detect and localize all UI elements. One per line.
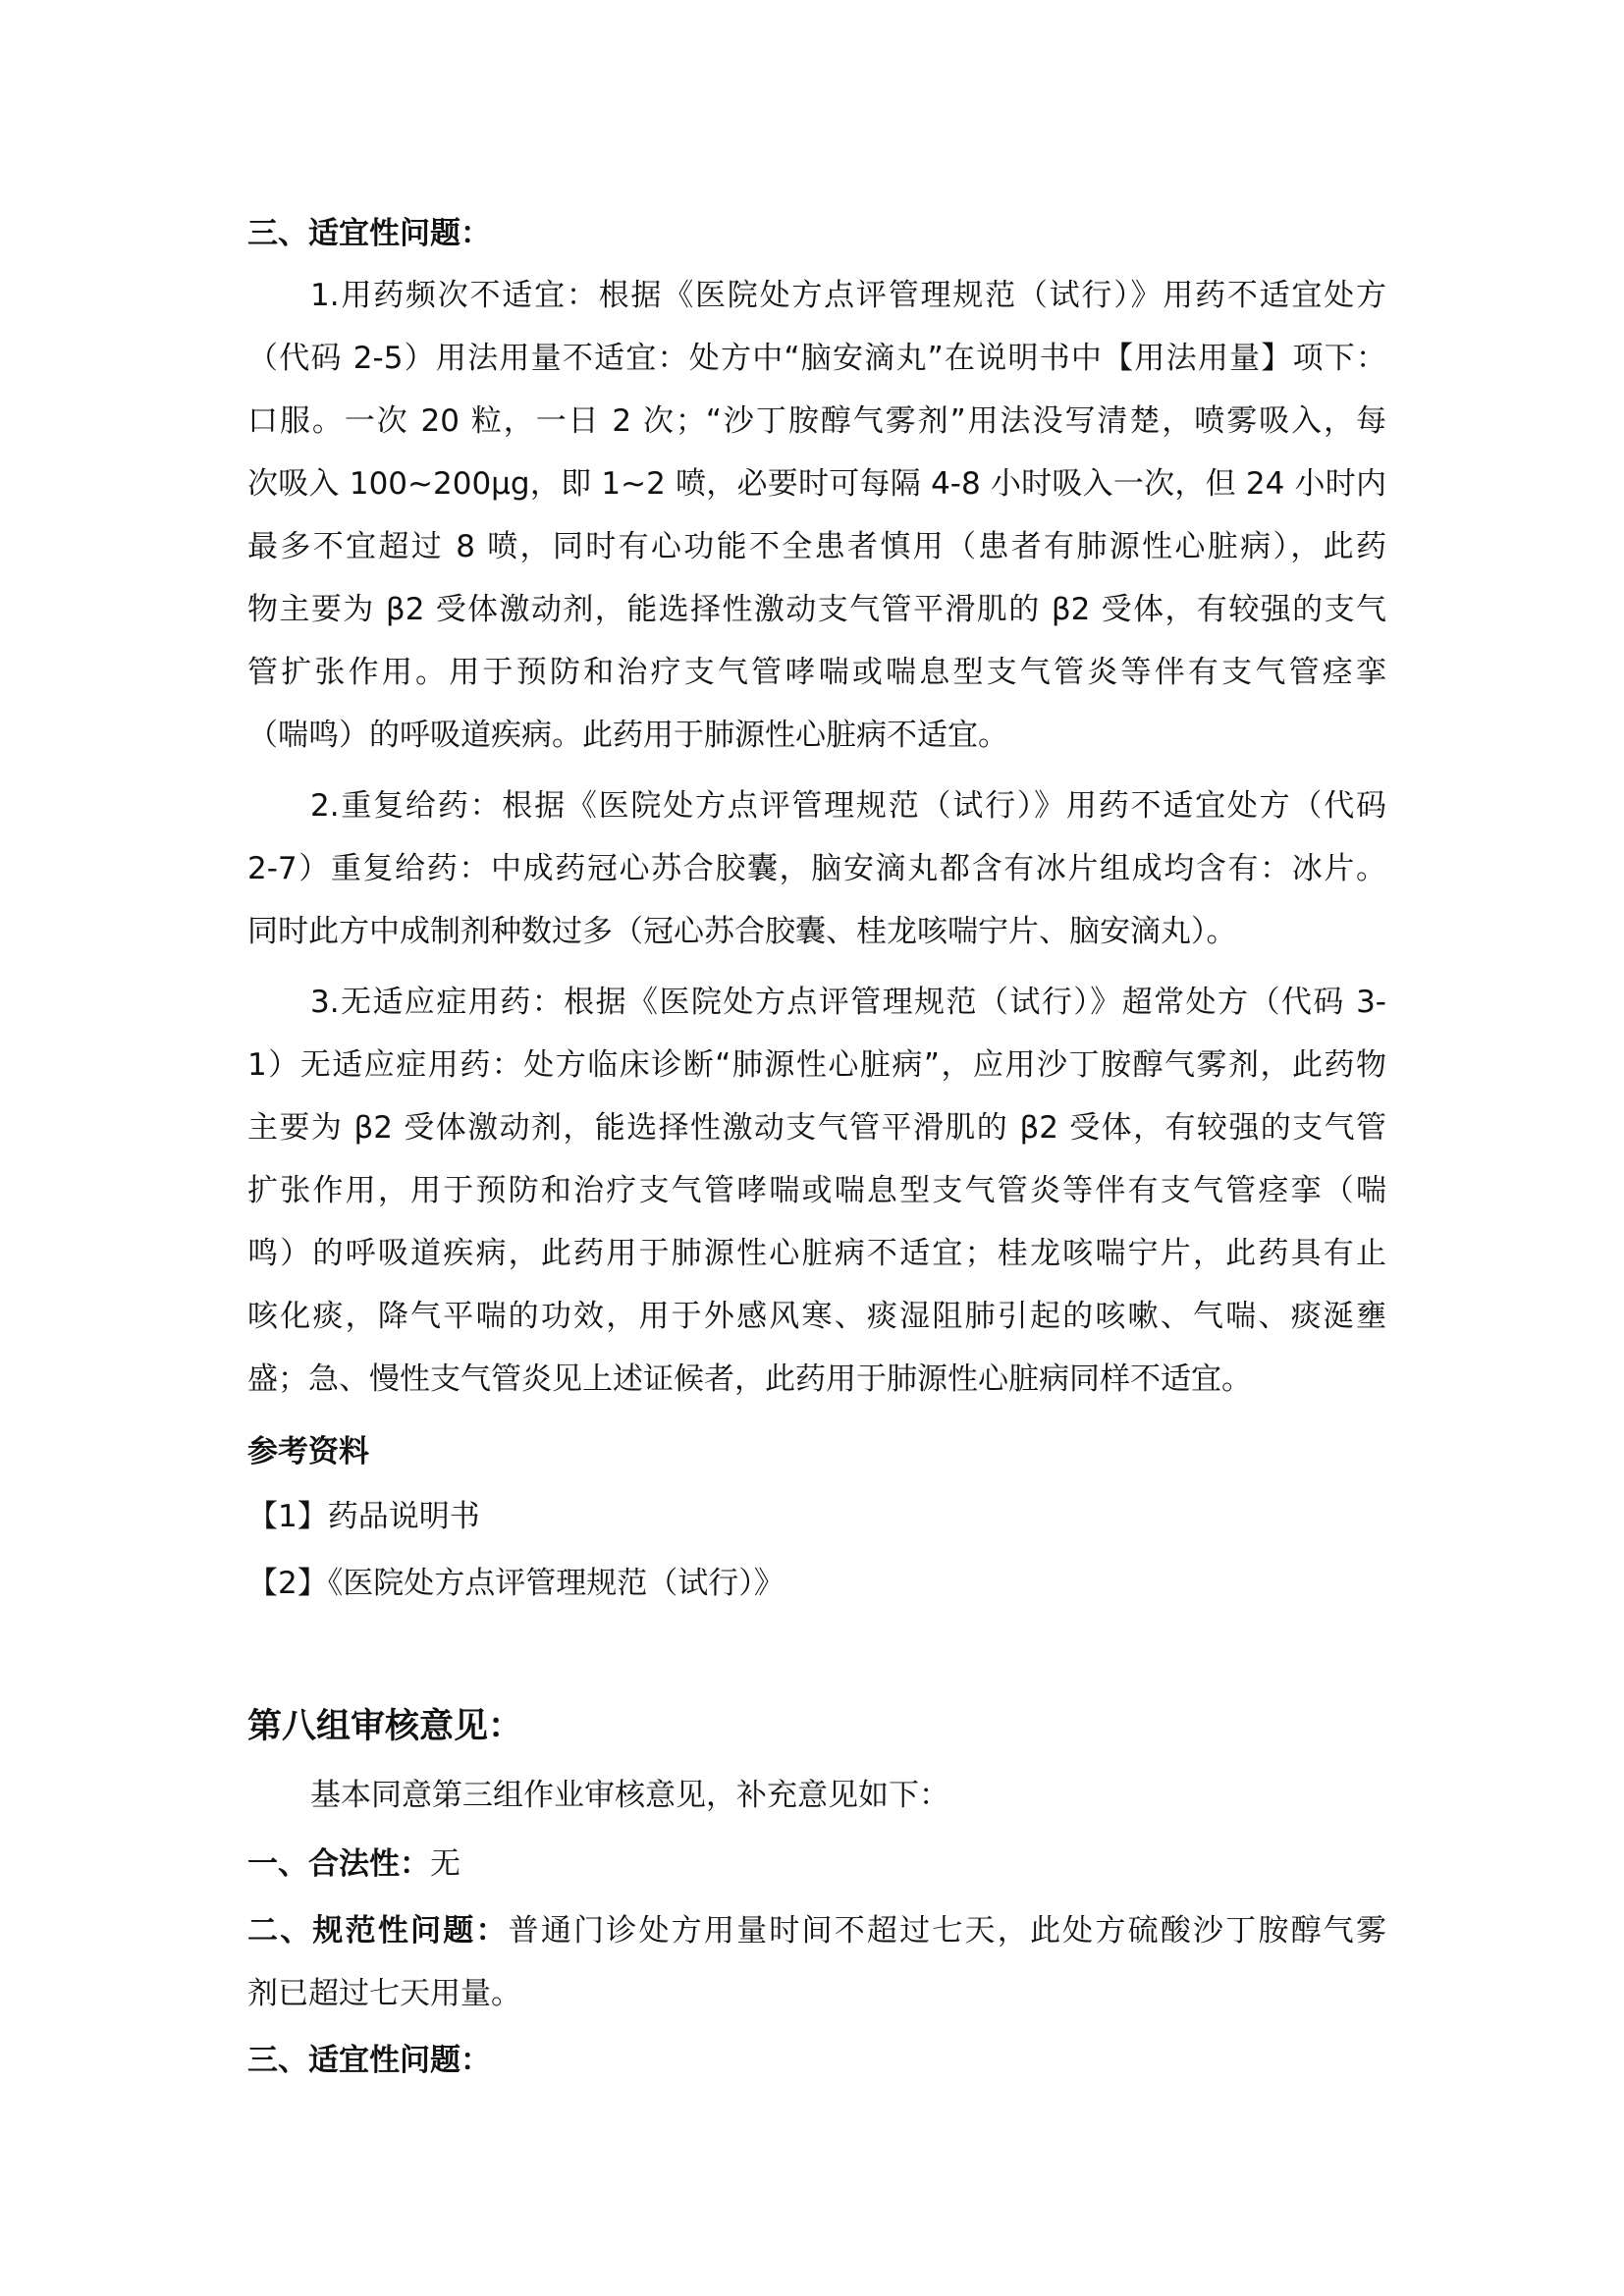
section-heading-suitability: 三、适宜性问题： — [247, 216, 491, 251]
item1-line: （喘鸣）的呼吸道疾病。此药用于肺源性心脏病不适宜。 — [247, 718, 1008, 753]
item1-line: 次吸入 100~200μg，即 1~2 喷，必要时可每隔 4-8 小时吸入一次，但 24 小时内 — [247, 466, 1386, 502]
item2-line: 2.重复给药：根据《医院处方点评管理规范（试行）》用药不适宜处方（代码 — [310, 788, 1386, 824]
item2-line: 同时此方中成制剂种数过多（冠心苏合胶囊、桂龙咳喘宁片、脑安滴丸）。 — [247, 914, 1237, 949]
item2-line: 2-7）重复给药：中成药冠心苏合胶囊，脑安滴丸都含有冰片组成均含有：冰片。 — [247, 851, 1386, 886]
item3-line: 咳化痰，降气平喘的功效，用于外感风寒、痰湿阻肺引起的咳嗽、气喘、痰涎壅 — [247, 1299, 1386, 1334]
item1-line: 管扩张作用。用于预防和治疗支气管哮喘或喘息型支气管炎等伴有支气管痉挛 — [247, 655, 1386, 690]
legality-label: 一、合法性： — [247, 1846, 430, 1882]
item1-line: 物主要为 β2 受体激动剂，能选择性激动支气管平滑肌的 β2 受体，有较强的支气 — [247, 592, 1386, 627]
item3-line: 主要为 β2 受体激动剂，能选择性激动支气管平滑肌的 β2 受体，有较强的支气管 — [247, 1110, 1386, 1146]
item1-line: 最多不宜超过 8 喷，同时有心功能不全患者慎用（患者有肺源性心脏病），此药 — [247, 529, 1386, 564]
item1-line: （代码 2-5）用法用量不适宜：处方中“脑安滴丸”在说明书中【用法用量】项下： — [247, 341, 1386, 376]
legality-value: 无 — [430, 1846, 460, 1882]
item1-line: 1.用药频次不适宜：根据《医院处方点评管理规范（试行）》用药不适宜处方 — [310, 278, 1386, 313]
reference-item: 【2】《医院处方点评管理规范（试行）》 — [247, 1566, 785, 1601]
reference-item: 【1】药品说明书 — [247, 1499, 480, 1534]
standard-text: 普通门诊处方用量时间不超过七天，此处方硫酸沙丁胺醇气雾 — [508, 1913, 1387, 1949]
standard-label: 二、规范性问题： — [247, 1913, 509, 1949]
standard-text-cont: 剂已超过七天用量。 — [247, 1976, 521, 2011]
group8-intro: 基本同意第三组作业审核意见，补充意见如下： — [310, 1778, 949, 1813]
references-heading: 参考资料 — [247, 1434, 369, 1469]
item1-line: 口服。一次 20 粒，一日 2 次；“沙丁胺醇气雾剂”用法没写清楚，喷雾吸入，每 — [247, 403, 1386, 439]
standard-row — [247, 1911, 1386, 1950]
suitability-heading-2: 三、适宜性问题： — [247, 2043, 491, 2078]
item3-line: 1）无适应症用药：处方临床诊断“肺源性心脏病”，应用沙丁胺醇气雾剂，此药物 — [247, 1047, 1386, 1083]
item3-line: 扩张作用，用于预防和治疗支气管哮喘或喘息型支气管炎等伴有支气管痉挛（喘 — [247, 1173, 1386, 1208]
group8-heading: 第八组审核意见： — [247, 1707, 523, 1746]
item3-line: 3.无适应症用药：根据《医院处方点评管理规范（试行）》超常处方（代码 3- — [310, 985, 1386, 1020]
legality-row — [247, 1844, 460, 1884]
item3-line: 鸣）的呼吸道疾病，此药用于肺源性心脏病不适宜；桂龙咳喘宁片，此药具有止 — [247, 1236, 1386, 1271]
item3-line: 盛；急、慢性支气管炎见上述证候者，此药用于肺源性心脏病同样不适宜。 — [247, 1362, 1252, 1397]
